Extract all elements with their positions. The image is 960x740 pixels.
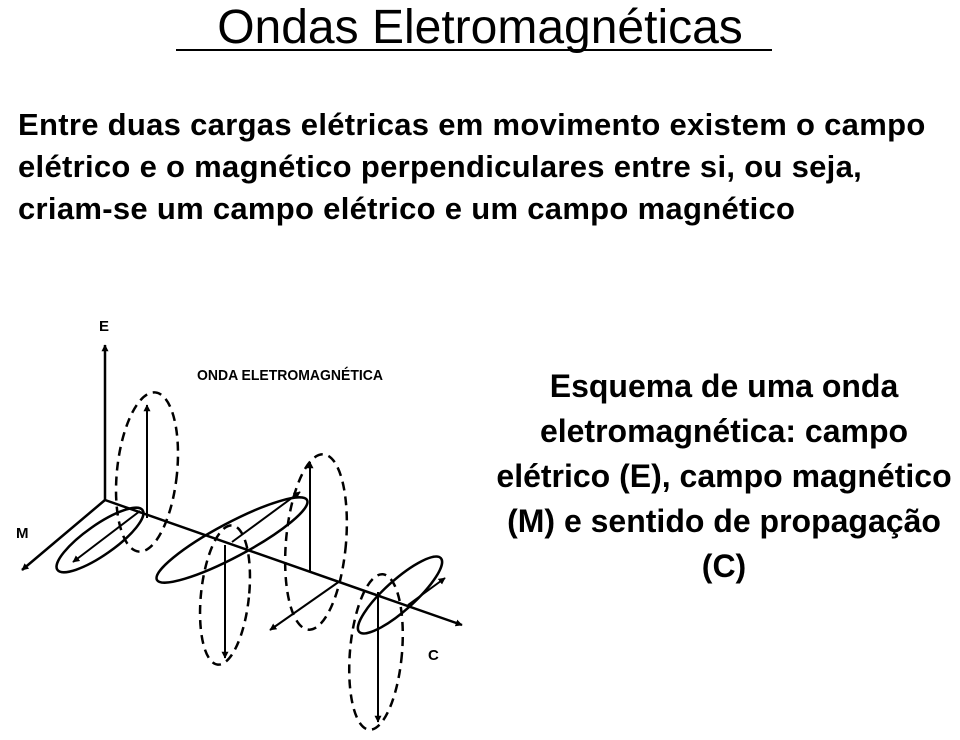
figure-caption: Esquema de uma onda eletromagnética: campo elétrico (E), campo magnético (M) e sentido de propagação (C) (496, 368, 952, 584)
m-field-vector (270, 581, 340, 630)
title-underline (176, 49, 772, 51)
magnetic-field-loop (149, 485, 315, 595)
em-wave-diagram (0, 310, 480, 740)
m-axis-arrow (22, 500, 105, 570)
figure-heading: ONDA ELETROMAGNÉTICA (197, 367, 384, 384)
magnetic-field-loop (349, 547, 451, 643)
slide-title: Ondas Eletromagnéticas (217, 1, 743, 54)
e-axis-label: E (99, 318, 110, 335)
m-axis-label: M (16, 525, 29, 542)
m-field-vector (408, 578, 445, 605)
c-axis-label: C (428, 647, 439, 664)
intro-paragraph: Entre duas cargas elétricas em movimento existem o campo elétrico e o magnético perpendiculares entre si, ou seja, criam-se um campo elétrico e um campo magnético (18, 107, 926, 226)
electric-field-loop (278, 452, 353, 633)
